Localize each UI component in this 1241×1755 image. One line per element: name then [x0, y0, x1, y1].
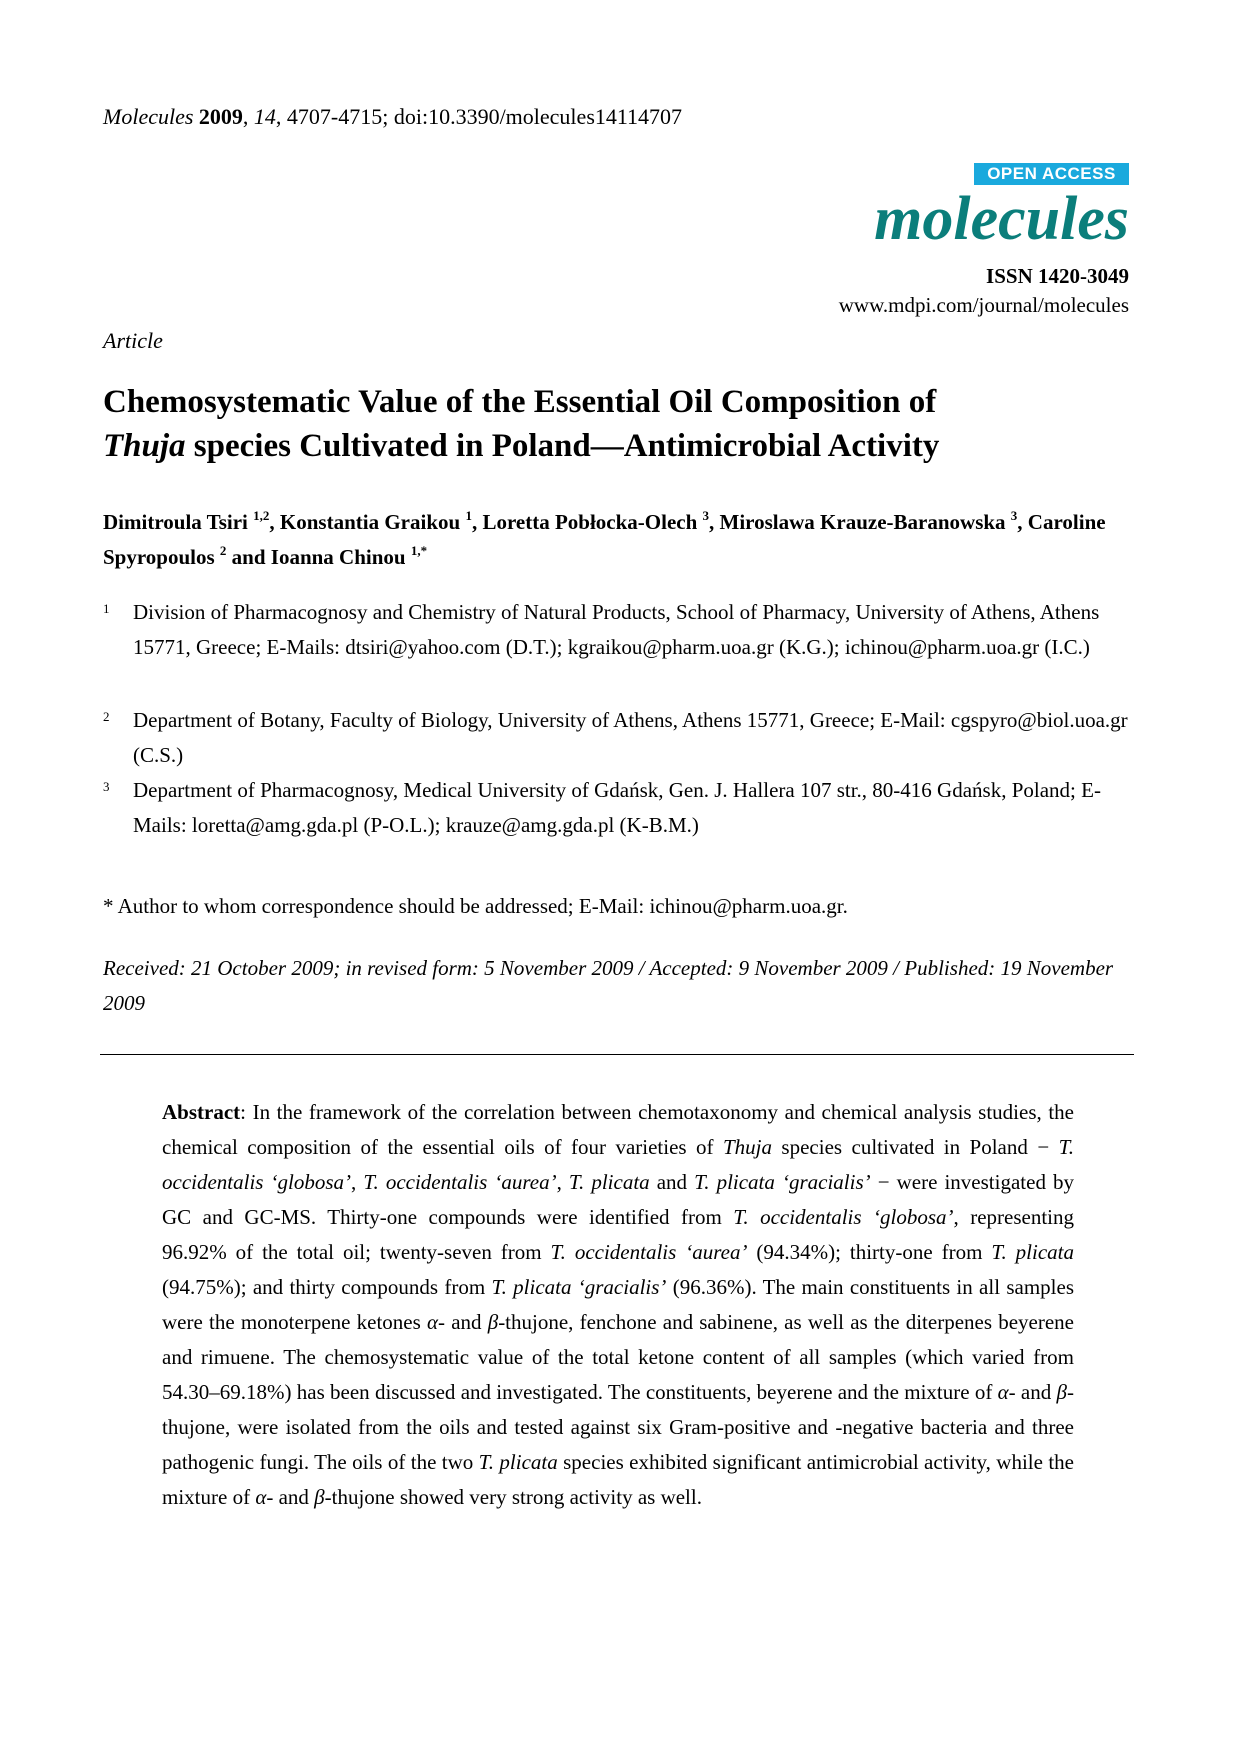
abstract-italic-term: α	[426, 1310, 439, 1334]
abstract-label: Abstract	[162, 1100, 241, 1124]
author-name: Loretta Pobłocka-Olech	[482, 510, 698, 534]
affiliation-text: Division of Pharmacognosy and Chemistry of Natural Products, School of Pharmacy, University of Athens, Athens 15771, Greece; E-Mails: dtsiri@yahoo.com (D.T.); kgraikou@pharm.uoa.gr (K.G.); ichinou@pharm.uoa.gr (I.C.)	[133, 600, 1100, 659]
abstract-text: - and	[438, 1310, 488, 1334]
abstract-italic-term: T. occidentalis ‘aurea’	[550, 1240, 748, 1264]
author-separator: ,	[269, 510, 280, 534]
affiliation-2	[103, 703, 1133, 773]
abstract-italic-term: α	[255, 1485, 267, 1509]
open-access-badge: OPEN ACCESS	[974, 163, 1129, 185]
abstract	[162, 1095, 1074, 1515]
abstract-italic-term: T. occidentalis ‘aurea’	[363, 1170, 557, 1194]
abstract-text: and	[649, 1170, 695, 1194]
title-line-2: species Cultivated in Poland—Antimicrobial Activity	[185, 428, 940, 464]
abstract-text: - and	[1008, 1380, 1057, 1404]
author-name: Ioanna Chinou	[270, 545, 406, 569]
abstract-text: (94.75%); and thirty compounds from	[162, 1275, 492, 1299]
author-separator: ,	[1017, 510, 1028, 534]
journal-logo: molecules	[874, 185, 1129, 253]
author-affiliation-sup: 2	[219, 543, 227, 558]
affiliation-text: Department of Botany, Faculty of Biology, University of Athens, Athens 15771, Greece; E-Mail: cgspyro@biol.uoa.gr (C.S.)	[133, 708, 1128, 767]
author-name: Miroslawa Krauze-Baranowska	[719, 510, 1006, 534]
citation-line: Molecules 2009, 14, 4707-4715; doi:10.3390/molecules14114707	[103, 104, 683, 129]
author-name: Dimitroula Tsiri	[103, 510, 248, 534]
abstract-italic-term: T. plicata	[478, 1450, 558, 1474]
abstract-text: (94.34%); thirty-one from	[747, 1240, 992, 1264]
author-separator: ,	[471, 510, 483, 534]
abstract-italic-term: β	[1056, 1380, 1067, 1404]
affiliation-number: 1	[103, 601, 110, 616]
author-affiliation-sup: 1,2	[253, 508, 270, 523]
affiliation-number: 3	[103, 779, 110, 794]
abstract-text: ,	[351, 1170, 364, 1194]
author-name: Caroline Spyropoulos	[103, 510, 1106, 569]
author-separator: ,	[709, 510, 720, 534]
abstract-text: − were investigated by GC and GC-MS. Thirty-one compounds were identified from	[162, 1170, 1075, 1229]
abstract-italic-term: β	[487, 1310, 499, 1334]
citation-pages-doi: , 4707-4715; doi:10.3390/molecules14114707	[275, 104, 683, 129]
correspondence-note: * Author to whom correspondence should be addressed; E-Mail: ichinou@pharm.uoa.gr.	[103, 894, 848, 918]
abstract-italic-term: T. occidentalis ‘globosa’	[162, 1135, 1074, 1194]
affiliation-1	[103, 595, 1133, 665]
author-list	[103, 505, 1133, 575]
abstract-text: : In the framework of the correlation between chemotaxonomy and chemical analysis studies, the chemical composition of the essential oils of four varieties of	[162, 1100, 1074, 1159]
abstract-italic-term: T. plicata	[568, 1170, 650, 1194]
author-name: Konstantia Graikou	[279, 510, 461, 534]
citation-year: 2009	[198, 104, 243, 129]
issn: ISSN 1420-3049	[986, 264, 1129, 288]
abstract-italic-term: Thuja	[722, 1135, 772, 1159]
journal-name: Molecules	[103, 104, 194, 129]
abstract-italic-term: T. plicata ‘gracialis’	[491, 1275, 667, 1299]
abstract-italic-term: T. occidentalis ‘globosa’	[733, 1205, 954, 1229]
affiliation-3	[103, 773, 1133, 843]
abstract-text: ,	[556, 1170, 569, 1194]
abstract-text: (96.36%). The main constituents in all samples were the monoterpene ketones	[162, 1275, 1074, 1334]
abstract-italic-term: α	[997, 1380, 1009, 1404]
affiliation-text: Department of Pharmacognosy, Medical University of Gdańsk, Gen. J. Hallera 107 str., 80-416 Gdańsk, Poland; E-Mails: loretta@amg.gda.pl (P-O.L.); krauze@amg.gda.pl (K-B.M.)	[133, 778, 1101, 837]
author-affiliation-sup: 1	[465, 508, 472, 523]
article-type: Article	[103, 328, 163, 353]
abstract-text: species exhibited significant antimicrobial activity, while the mixture of	[162, 1450, 1075, 1509]
author-separator: and	[226, 545, 271, 569]
author-affiliation-sup: 1,*	[410, 543, 428, 558]
abstract-text: - and	[266, 1485, 315, 1509]
author-affiliation-sup: 3	[702, 508, 710, 523]
abstract-italic-term: T. plicata	[991, 1240, 1074, 1264]
abstract-text: -thujone, were isolated from the oils and tested against six Gram-positive and -negative bacteria and three pathogenic fungi. The oils of the two	[162, 1380, 1074, 1474]
section-divider	[100, 1054, 1134, 1055]
abstract-text: -thujone, fenchone and sabinene, as well as the diterpenes beyerene and rimuene. The chemosystematic value of the total ketone content of all samples (which varied from 54.30–69.18%) has been discussed and investigated. The constituents, beyerene and the mixture of	[162, 1310, 1074, 1404]
affiliation-number: 2	[103, 709, 110, 724]
abstract-text: species cultivated in Poland −	[771, 1135, 1059, 1159]
abstract-italic-term: β	[314, 1485, 325, 1509]
author-affiliation-sup: 3	[1010, 508, 1018, 523]
abstract-text: , representing 96.92% of the total oil; twenty-seven from	[162, 1205, 1074, 1264]
article-title	[103, 380, 1113, 468]
citation-volume: 14	[253, 104, 276, 129]
title-line-1: Chemosystematic Value of the Essential Oil Composition of	[103, 384, 937, 420]
abstract-italic-term: T. plicata ‘gracialis’	[694, 1170, 871, 1194]
journal-url[interactable]: www.mdpi.com/journal/molecules	[838, 293, 1129, 317]
publication-dates: Received: 21 October 2009; in revised form: 5 November 2009 / Accepted: 9 November 2009 / Published: 19 November 2009	[103, 956, 1114, 1015]
abstract-text: -thujone showed very strong activity as well.	[324, 1485, 702, 1509]
title-genus: Thuja	[103, 428, 186, 464]
